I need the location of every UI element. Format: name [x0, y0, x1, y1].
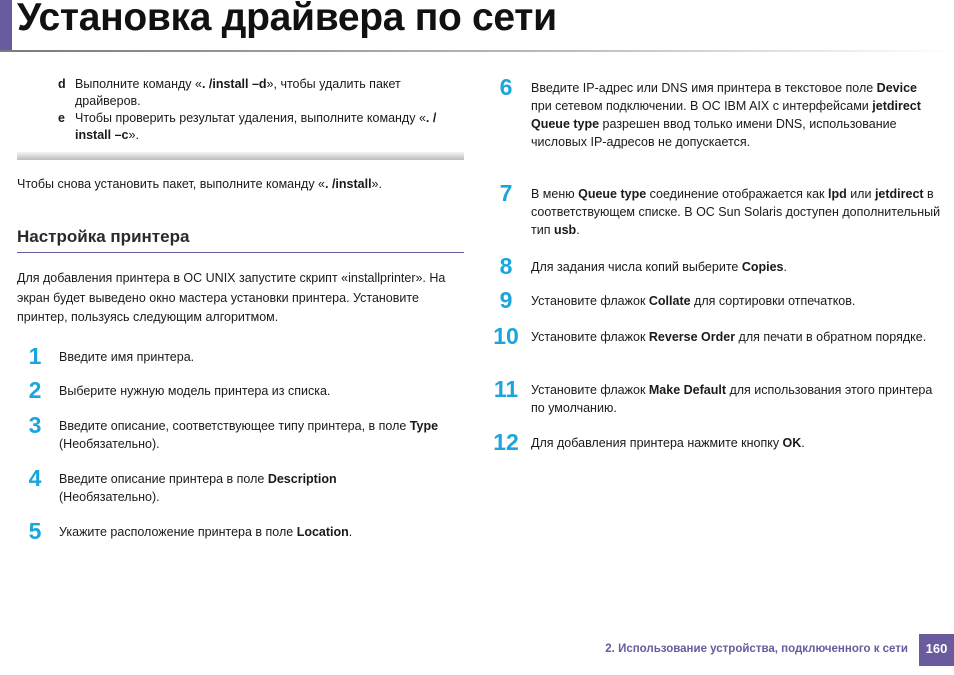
step-text: Введите имя принтера. [59, 350, 195, 364]
step-text: Для задания числа копий выберите Copies. [531, 260, 787, 274]
step-number: 11 [493, 376, 519, 402]
step-number: 3 [28, 412, 42, 438]
sub-step-d [58, 76, 458, 110]
step-number: 2 [28, 377, 42, 403]
step-text: Для добавления принтера нажмите кнопку OK. [531, 436, 805, 450]
step-text: Установите флажок Reverse Order для печати в обратном порядке. [531, 330, 927, 344]
page-title: Установка драйвера по сети [17, 0, 557, 39]
step-text: Установите флажок Collate для сортировки отпечатков. [531, 294, 856, 308]
title-accent-bar [0, 0, 12, 52]
step-number: 12 [493, 429, 519, 455]
sub-step-e [58, 110, 458, 144]
section-heading: Настройка принтера [17, 227, 464, 253]
page-number-badge: 160 [919, 634, 954, 666]
step-number: 7 [499, 180, 513, 206]
sub-step-list [58, 76, 458, 144]
reinstall-note: Чтобы снова установить пакет, выполните команду «. /install». [17, 177, 382, 191]
section-divider [17, 152, 464, 160]
step-text: Введите IP-адрес или DNS имя принтера в текстовое поле Device при сетевом подключении. В ОС IBM AIX с интерфейсами jetdirect Queue type разрешен ввод только имени DNS, использование числовых IP-адресов не допускается. [531, 81, 921, 149]
step-number: 1 [28, 343, 42, 369]
step-text: Введите описание принтера в поле Description (Необязательно). [59, 472, 337, 504]
sub-step-letter: e [58, 111, 65, 125]
footer-chapter-link[interactable]: 2. Использование устройства, подключенного к сети [605, 643, 908, 655]
intro-paragraph: Для добавления принтера в ОС UNIX запустите скрипт «installprinter». На экран будет выведено окно мастера установки принтера. Установите принтер, пользуясь следующим алгоритмом. [17, 271, 446, 324]
step-number: 5 [28, 518, 42, 544]
step-text: Выберите нужную модель принтера из списка. [59, 384, 331, 398]
step-text: Укажите расположение принтера в поле Location. [59, 525, 353, 539]
step-number: 8 [499, 253, 513, 279]
step-number: 9 [499, 287, 513, 313]
step-text: Установите флажок Make Default для использования этого принтера по умолчанию. [531, 383, 933, 415]
sub-step-text: Чтобы проверить результат удаления, выполните команду «. / install –c». [75, 111, 437, 142]
step-text: Введите описание, соответствующее типу принтера, в поле Type (Необязательно). [59, 419, 439, 451]
step-number: 10 [493, 323, 519, 349]
step-number: 4 [28, 465, 42, 491]
step-number: 6 [499, 74, 513, 100]
sub-step-letter: d [58, 77, 66, 91]
title-divider [0, 50, 954, 52]
step-text: В меню Queue type соединение отображается как lpd или jetdirect в соответствующем списке. В ОС Sun Solaris доступен дополнительный тип usb. [531, 187, 941, 237]
sub-step-text: Выполните команду «. /install –d», чтобы удалить пакет драйверов. [75, 77, 401, 108]
